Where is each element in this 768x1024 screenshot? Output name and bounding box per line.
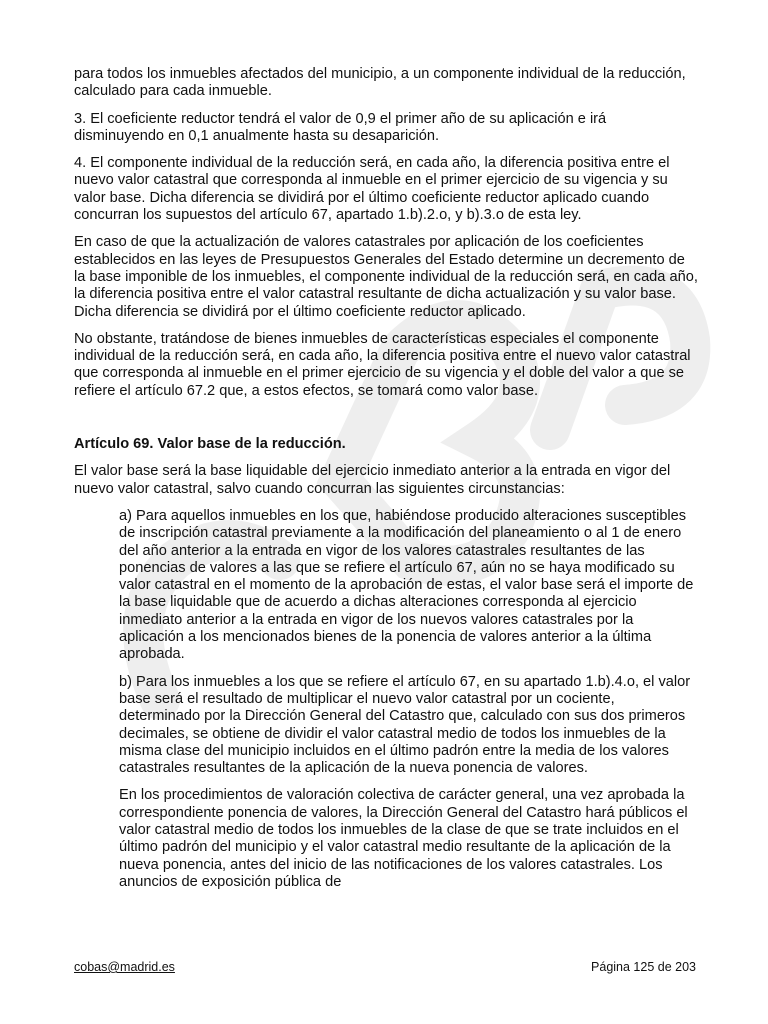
paragraph: En caso de que la actualización de valores catastrales por aplicación de los coeficientes establecidos en las leyes de Presupuestos Generales del Estado determine un decremento de la base imponible de los inmuebles, el componente individual de la reducción será, en cada año, la diferencia positiva entre el valor catastral resultante de dicha actualización y su valor base. Dicha diferencia se dividirá por el último coeficiente reductor aplicado. <box>74 234 698 320</box>
paragraph: 3. El coeficiente reductor tendrá el valor de 0,9 el primer año de su aplicación e irá disminuyendo en 0,1 anualmente hasta su desaparición. <box>74 110 607 144</box>
paragraph: 4. El componente individual de la reducción será, en cada año, la diferencia positiva entre el nuevo valor catastral que corresponda al inmueble en el primer ejercicio de su vigencia y su valor base. Dicha diferencia se dividirá por el último coeficiente reductor aplicado cuando concurran los supuestos del artículo 67, apartado 1.b).2.o, y b).3.o de esta ley. <box>74 155 670 224</box>
page-number: Página 125 de 203 <box>591 960 696 974</box>
paragraph: para todos los inmuebles afectados del municipio, a un componente individual de la reducción, calculado para cada inmueble. <box>74 66 686 100</box>
paragraph: No obstante, tratándose de bienes inmuebles de características especiales el componente individual de la reducción será, en cada año, la diferencia positiva entre el nuevo valor catastral que corresponda al inmueble en el primer ejercicio de su vigencia y el doble del valor a que se refiere el artículo 67.2 que, a estos efectos, se tomará como valor base. <box>74 330 691 399</box>
paragraph: El valor base será la base liquidable del ejercicio inmediato anterior a la entrada en vigor del nuevo valor catastral, salvo cuando concurran las siguientes circunstancias: <box>74 463 671 497</box>
page-footer <box>74 960 696 974</box>
paragraph: En los procedimientos de valoración colectiva de carácter general, una vez aprobada la correspondiente ponencia de valores, la Dirección General del Catastro hará públicos el valor catastral medio de todos los inmuebles de la clase de que se trate incluidos en el último padrón del municipio y el valor catastral medio resultante de la aplicación de la nueva ponencia, antes del inicio de las notificaciones de los valores catastrales. Los anuncios de exposición pública de <box>119 787 688 890</box>
paragraph-item-a: a) Para aquellos inmuebles en los que, habiéndose producido alteraciones susceptibles de inscripción catastral previamente a la modificación del planeamiento o al 1 de enero del año anterior a la entrada en vigor de los valores catastrales resultantes de las ponencias de valores a las que se refiere el artículo 67, aún no se haya modificado su valor catastral en el momento de la aprobación de estas, el valor base será el importe de la base liquidable que de acuerdo a dichas alteraciones corresponda al ejercicio inmediato anterior a la entrada en vigor de los nuevos valores catastrales por la aplicación a los mencionados bienes de la ponencia de valores anterior a la última aprobada. <box>119 507 694 663</box>
article-heading: Artículo 69. Valor base de la reducción. <box>74 436 346 453</box>
document-body <box>74 66 698 901</box>
paragraph-item-b: b) Para los inmuebles a los que se refiere el artículo 67, en su apartado 1.b).4.o, el valor base será el resultado de multiplicar el nuevo valor catastral por un cociente, determinado por la Dirección General del Catastro que, calculado con sus dos primeros decimales, se obtiene de dividir el valor catastral medio de todos los inmuebles de la misma clase del municipio incluidos en el último padrón entre la media de los valores catastrales resultantes de la aplicación de la nueva ponencia de valores. <box>119 673 691 777</box>
footer-email-link[interactable]: cobas@madrid.es <box>74 960 175 974</box>
